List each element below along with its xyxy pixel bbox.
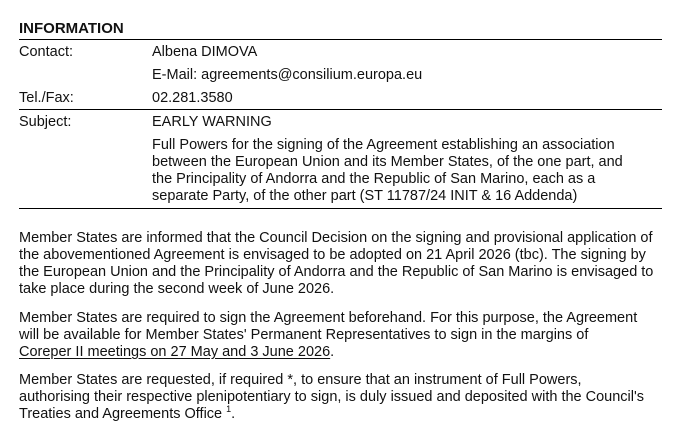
- paragraph-adoption: [19, 230, 662, 298]
- paragraph-signing: [19, 310, 662, 361]
- bottom-rule: [19, 208, 662, 209]
- paragraph-full-powers: [19, 372, 662, 423]
- telfax-label: Tel./Fax:: [19, 90, 74, 106]
- paragraph-line: [19, 344, 662, 361]
- information-heading: INFORMATION: [19, 20, 124, 37]
- subject-label: Subject:: [19, 114, 72, 130]
- paragraph-line: take place during the second week of June 2026.: [19, 281, 335, 297]
- contact-email: E-Mail: agreements@consilium.europa.eu: [152, 67, 423, 83]
- subject-line: Full Powers for the signing of the Agreement establishing an association: [152, 137, 615, 153]
- paragraph-line: will be available for Member States' Permanent Representatives to sign in the margins of: [19, 327, 589, 343]
- middle-rule: [19, 109, 662, 110]
- paragraph-line: Member States are informed that the Council Decision on the signing and provisional application of: [19, 230, 653, 246]
- contact-name: Albena DIMOVA: [152, 44, 258, 60]
- period: .: [231, 406, 236, 422]
- office-text: Treaties and Agreements Office: [19, 406, 227, 422]
- subject-line: the Principality of Andorra and the Republic of San Marino, each as a: [152, 171, 596, 187]
- paragraph-line: Member States are requested, if required *, to ensure that an instrument of Full Powers,: [19, 372, 582, 388]
- paragraph-line: the European Union and the Principality of Andorra and the Republic of San Marino is envisaged to: [19, 264, 654, 280]
- paragraph-line: the abovementioned Agreement is envisaged to be adopted on 21 April 2026 (tbc). The signing by: [19, 247, 646, 263]
- subject-line: separate Party, of the other part (ST 11787/24 INIT & 16 Addenda): [152, 188, 578, 204]
- telfax-value: 02.281.3580: [152, 90, 233, 106]
- footnote-marker[interactable]: 1: [226, 404, 232, 414]
- period: .: [330, 344, 335, 360]
- subject-line: between the European Union and its Member States, of the one part, and: [152, 154, 623, 170]
- top-rule: [19, 39, 662, 40]
- paragraph-line: [19, 406, 662, 423]
- contact-label: Contact:: [19, 44, 73, 60]
- coreper-dates: Coreper II meetings on 27 May and 3 June 2026: [19, 344, 331, 360]
- subject-text: [152, 137, 662, 205]
- paragraph-line: Member States are required to sign the Agreement beforehand. For this purpose, the Agreement: [19, 310, 638, 326]
- paragraph-line: authorising their respective plenipotentiary to sign, is duly issued and deposited with the Council's: [19, 389, 645, 405]
- subject-heading: EARLY WARNING: [152, 114, 272, 130]
